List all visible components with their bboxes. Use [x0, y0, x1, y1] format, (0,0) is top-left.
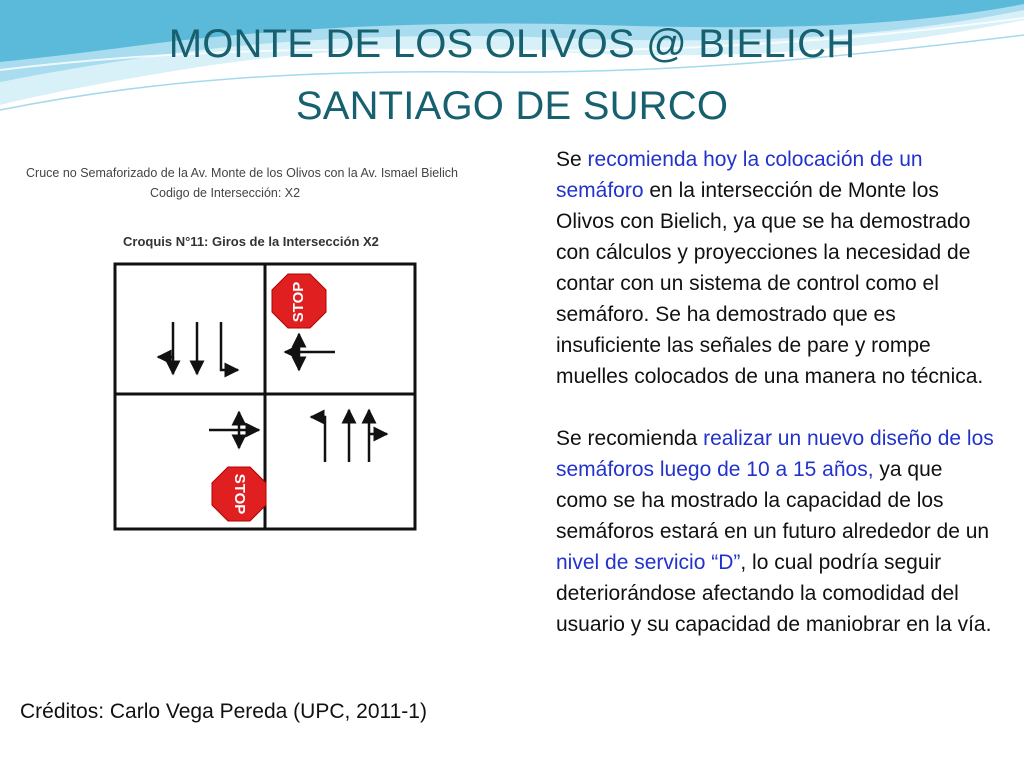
highlighted-text: nivel de servicio “D” — [556, 551, 741, 574]
recommendation-text — [556, 144, 996, 640]
highlighted-text: realizar un nuevo diseño de los semáforos luego de 10 a 15 años, — [556, 427, 994, 481]
stop-sign-bottom-label: STOP — [231, 473, 249, 515]
body-text: en la intersección de Monte los Olivos con Bielich, ya que se ha demostrado con cálculos y proyecciones la necesidad de contar con un sistema de control como el semáforo. Se ha demostrado que es insuficiente las señales de pare y rompe muelles colocados de una manera no técnica. — [556, 179, 984, 388]
croquis-title: Croquis N°11: Giros de la Intersección X2 — [123, 234, 379, 249]
stop-sign-top-icon — [272, 274, 326, 328]
paragraph-2 — [556, 423, 996, 640]
paragraph-1 — [556, 144, 996, 392]
body-text: ya que como se ha mostrado la capacidad de los semáforos estará en un futuro alrededor de un — [556, 458, 990, 543]
intersection-turns-diagram — [113, 262, 433, 537]
stop-sign-bottom-icon — [212, 467, 266, 521]
figure-header-line1: Cruce no Semaforizado de la Av. Monte de los Olivos con la Av. Ismael Bielich — [26, 166, 458, 180]
intersection-figure — [8, 150, 538, 545]
slide-title-line2: SANTIAGO DE SURCO — [295, 84, 729, 128]
figure-header-line2: Codigo de Intersección: X2 — [150, 186, 301, 200]
highlighted-text: recomienda hoy la colocación de un semáforo — [556, 148, 923, 202]
body-text: Se recomienda — [556, 427, 704, 450]
body-text: Se — [556, 148, 588, 171]
slide-title-line1: MONTE DE LOS OLIVOS @ BIELICH — [168, 22, 856, 66]
stop-sign-top-label: STOP — [289, 281, 307, 323]
credits-line: Créditos: Carlo Vega Pereda (UPC, 2011-1) — [20, 700, 427, 723]
body-text: , lo cual podría seguir deteriorándose afectando la comodidad del usuario y su capacidad de maniobrar en la vía. — [556, 551, 992, 636]
